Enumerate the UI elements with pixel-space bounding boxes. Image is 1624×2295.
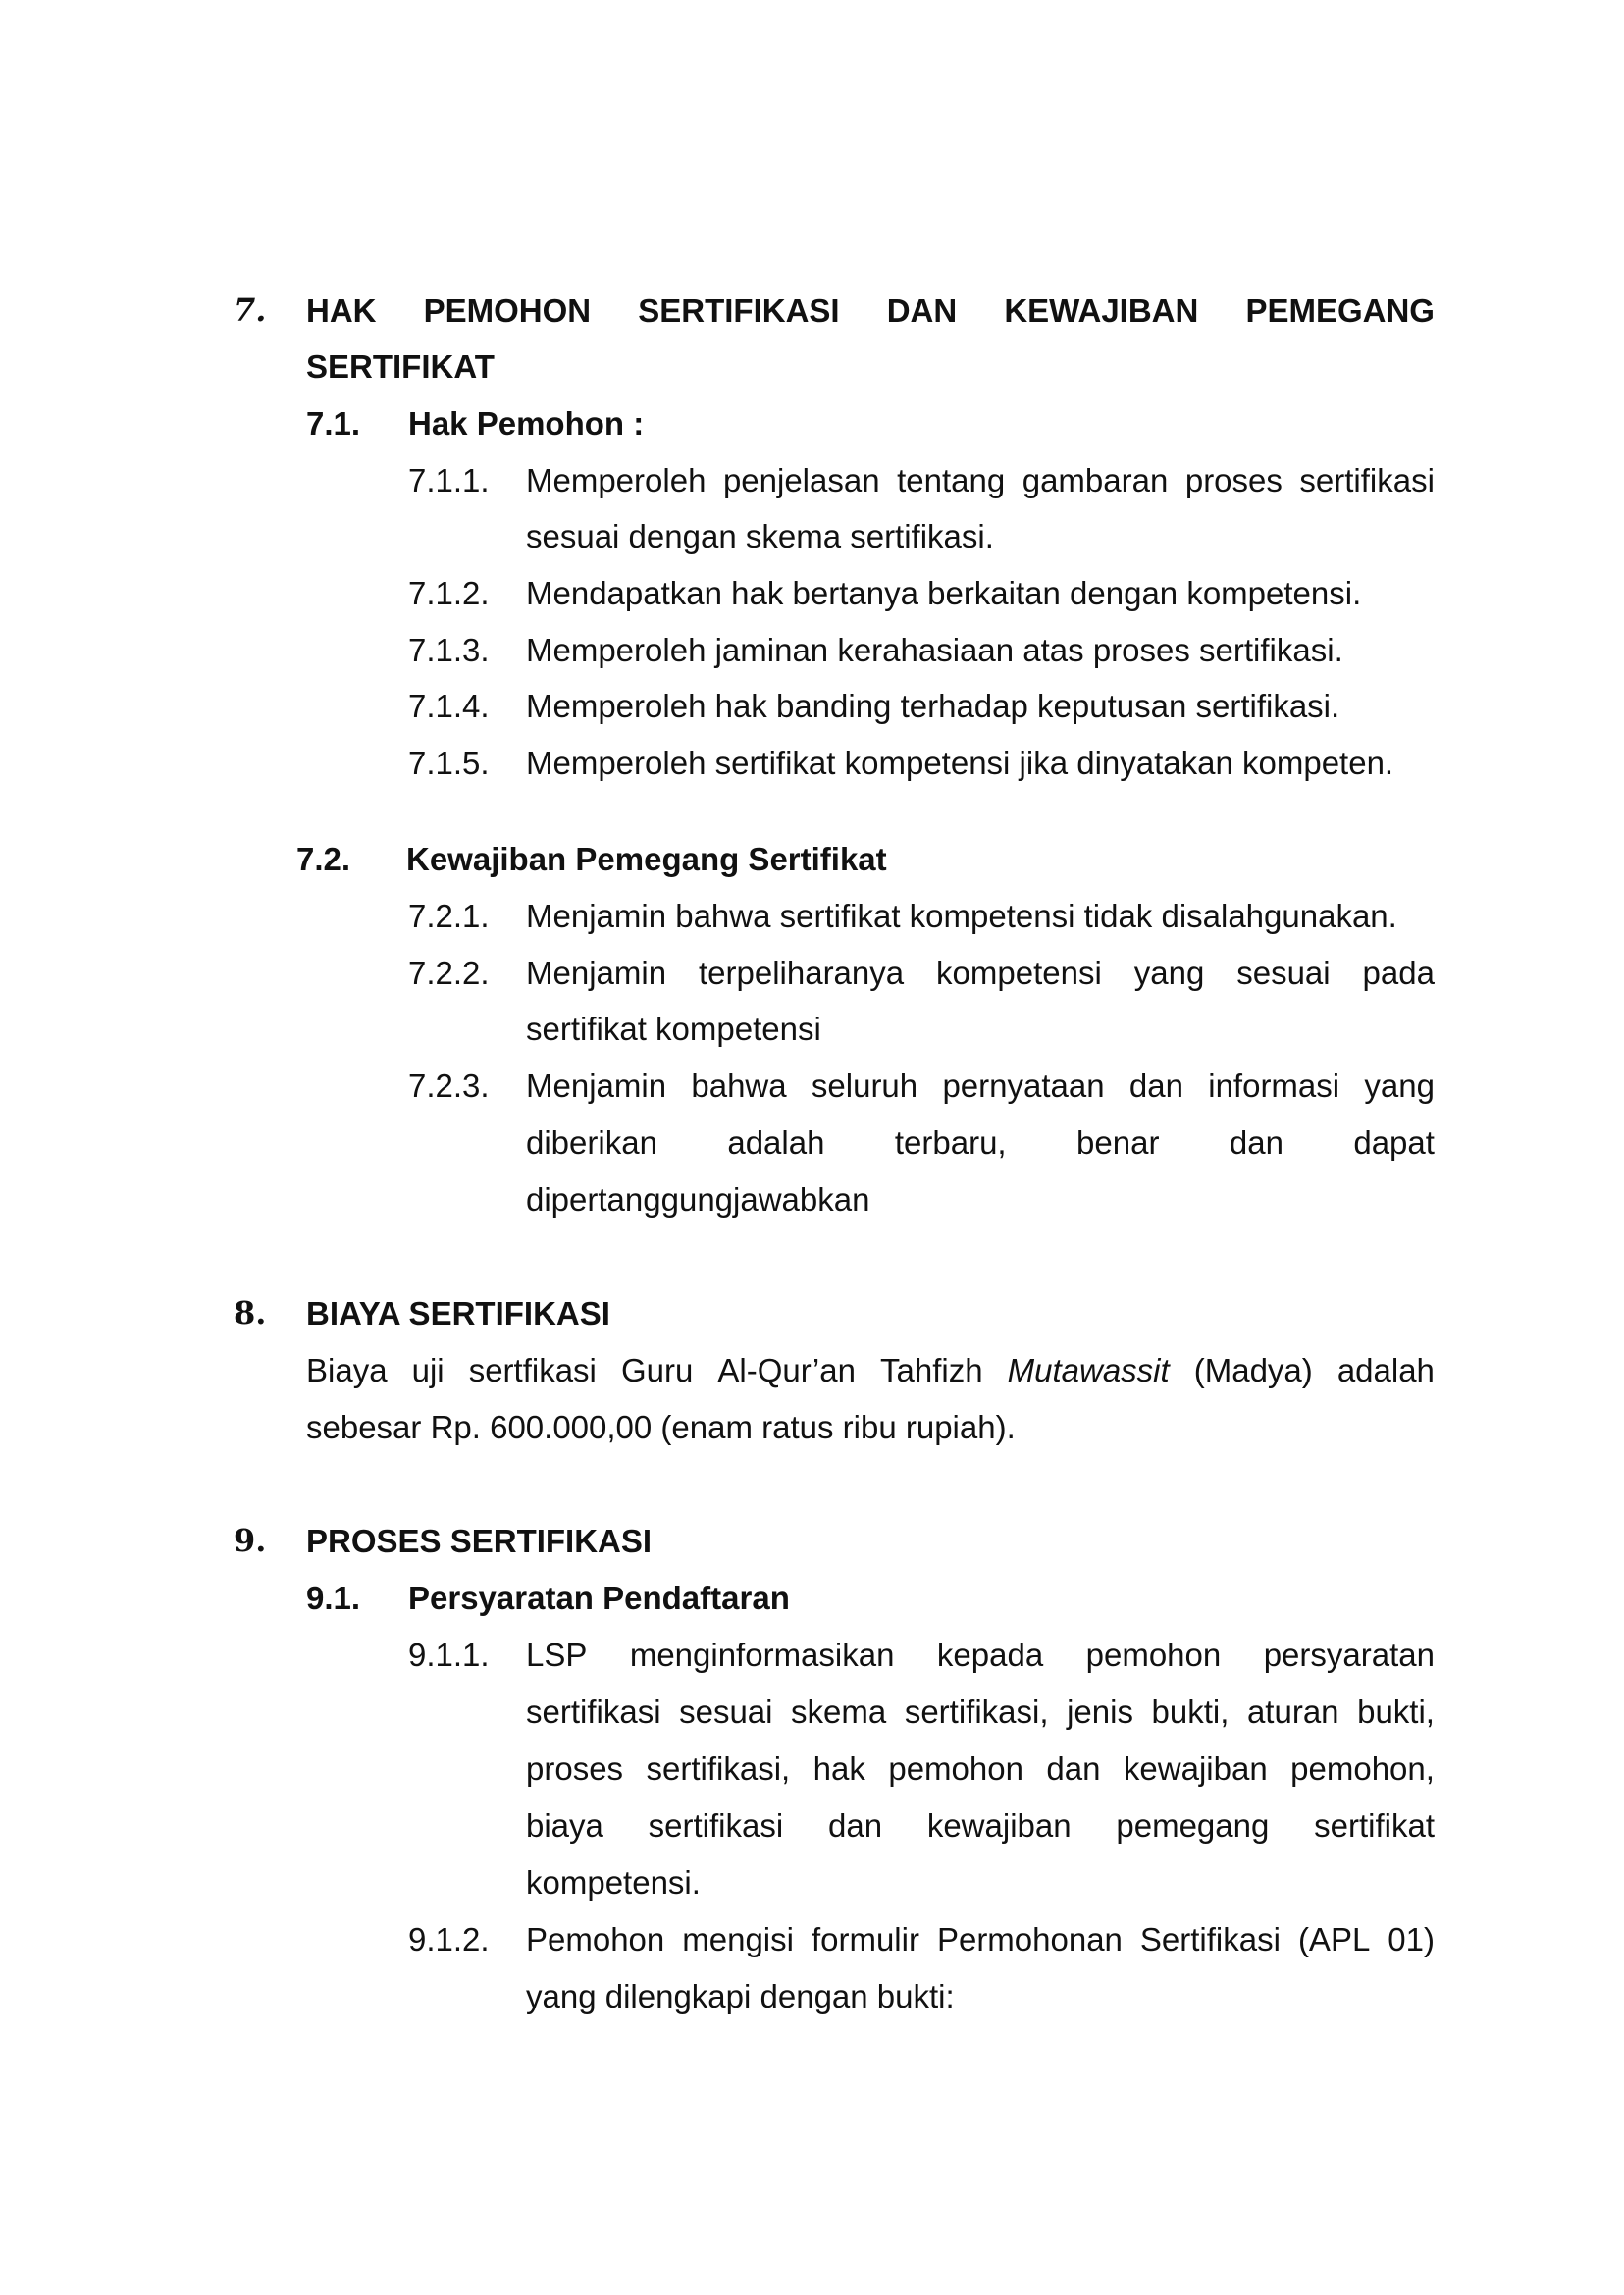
word: kepada <box>936 1637 1044 1673</box>
item-7-1-2-number: 7.1.2. <box>408 575 490 611</box>
item-7-1-2-text: Mendapatkan hak bertanya berkaitan dengan kompetensi. <box>526 575 1362 611</box>
title-word: PEMEGANG <box>1245 292 1435 329</box>
word: sertfikasi <box>468 1352 597 1388</box>
word: Pemohon <box>526 1921 665 1957</box>
word: 01) <box>1388 1921 1435 1957</box>
word: Sertifikasi <box>1139 1921 1281 1957</box>
word: bahwa <box>691 1068 787 1104</box>
title-word: SERTIFIKASI <box>638 292 840 329</box>
item-9-1-1-number: 9.1.1. <box>408 1637 490 1673</box>
section-8-title: BIAYA SERTIFIKASI <box>306 1295 610 1331</box>
item-7-2-1-text: Menjamin bahwa sertifikat kompetensi tidak disalahgunakan. <box>526 898 1397 934</box>
item-7-2-2-line2: sertifikat kompetensi <box>526 1011 821 1047</box>
word: yang <box>1133 955 1205 991</box>
subsection-7-1-number: 7.1. <box>306 405 361 442</box>
word: yang <box>1364 1068 1435 1104</box>
section-9-title: PROSES SERTIFIKASI <box>306 1523 653 1559</box>
item-9-1-1-line5: kompetensi. <box>526 1864 701 1901</box>
italic-term: Mutawassit <box>1007 1352 1170 1388</box>
item-7-2-3-number: 7.2.3. <box>408 1068 490 1104</box>
word: sertifikasi <box>526 1694 661 1730</box>
item-7-1-1-number: 7.1.1. <box>408 462 490 498</box>
item-7-2-2-line1 <box>526 957 1435 989</box>
word: Menjamin <box>526 955 667 991</box>
section-8-line2: sebesar Rp. 600.000,00 (enam ratus ribu rupiah). <box>306 1409 1016 1445</box>
word: mengisi <box>682 1921 794 1957</box>
item-7-2-3-line1 <box>526 1069 1435 1102</box>
word: dan <box>1046 1750 1101 1787</box>
item-7-2-1-number: 7.2.1. <box>408 898 490 934</box>
word: Biaya <box>306 1352 388 1388</box>
item-7-1-1-line1 <box>526 464 1435 496</box>
word: Guru <box>620 1352 694 1388</box>
title-word: KEWAJIBAN <box>1004 292 1199 329</box>
item-9-1-1-line1 <box>526 1639 1435 1671</box>
word: skema <box>791 1694 887 1730</box>
word: informasi <box>1208 1068 1340 1104</box>
item-7-1-5-number: 7.1.5. <box>408 745 490 781</box>
item-9-1-2-line1 <box>526 1923 1435 1956</box>
word: LSP <box>526 1637 588 1673</box>
section-9-number: 9. <box>234 1522 267 1559</box>
word: proses <box>1184 462 1283 498</box>
word: (APL <box>1297 1921 1371 1957</box>
item-7-1-3-text: Memperoleh jaminan kerahasiaan atas proses sertifikasi. <box>526 632 1343 668</box>
section-8-number: 8. <box>234 1294 267 1331</box>
word: sesuai <box>679 1694 773 1730</box>
word: kompetensi <box>936 955 1102 991</box>
word: (Madya) <box>1193 1352 1313 1388</box>
word: pemegang <box>1116 1807 1270 1844</box>
subsection-7-2-number: 7.2. <box>296 841 351 877</box>
word: dan <box>1229 1124 1283 1161</box>
word: Memperoleh <box>526 462 707 498</box>
word-italic <box>1008 1354 1170 1386</box>
word: kewajiban <box>926 1807 1072 1844</box>
word: uji <box>411 1352 445 1388</box>
item-7-2-3-line3: dipertanggungjawabkan <box>526 1181 870 1218</box>
word: adalah <box>1336 1352 1435 1388</box>
section-7-number: 7. <box>234 291 267 329</box>
word: tentang <box>897 462 1006 498</box>
word: terbaru, <box>894 1124 1007 1161</box>
word: Al-Qur’an <box>717 1352 856 1388</box>
word: pada <box>1362 955 1435 991</box>
title-word: PEMOHON <box>423 292 592 329</box>
title-word: HAK <box>306 292 377 329</box>
word: seluruh <box>811 1068 918 1104</box>
word: benar <box>1076 1124 1160 1161</box>
word: pemohon, <box>1290 1750 1435 1787</box>
subsection-9-1-title: Persyaratan Pendaftaran <box>408 1580 790 1616</box>
item-9-1-2-number: 9.1.2. <box>408 1921 490 1957</box>
word: bukti, <box>1151 1694 1230 1730</box>
word: sesuai <box>1236 955 1331 991</box>
item-7-2-3-line2 <box>526 1126 1435 1159</box>
item-7-2-2-number: 7.2.2. <box>408 955 490 991</box>
word: adalah <box>727 1124 825 1161</box>
word: menginformasikan <box>629 1637 895 1673</box>
word: pernyataan <box>942 1068 1105 1104</box>
word: gambaran <box>1022 462 1169 498</box>
word: proses <box>526 1750 624 1787</box>
word: sertifikasi, <box>904 1694 1049 1730</box>
item-9-1-1-line2 <box>526 1695 1435 1728</box>
subsection-7-2-title: Kewajiban Pemegang Sertifikat <box>406 841 887 877</box>
word: Permohonan <box>936 1921 1123 1957</box>
word: bukti, <box>1357 1694 1435 1730</box>
item-9-1-1-line4 <box>526 1809 1435 1842</box>
item-7-1-1-line2: sesuai dengan skema sertifikasi. <box>526 518 994 554</box>
word: pemohon <box>1085 1637 1222 1673</box>
item-7-1-5-text: Memperoleh sertifikat kompetensi jika dinyatakan kompeten. <box>526 745 1394 781</box>
item-9-1-1-line3 <box>526 1752 1435 1785</box>
word: dan <box>827 1807 883 1844</box>
section-8-line1 <box>306 1354 1435 1386</box>
word: terpeliharanya <box>698 955 905 991</box>
word: aturan <box>1246 1694 1339 1730</box>
word: persyaratan <box>1263 1637 1435 1673</box>
item-9-1-2-line2: yang dilengkapi dengan bukti: <box>526 1978 955 2014</box>
word: dan <box>1128 1068 1183 1104</box>
word: dapat <box>1353 1124 1435 1161</box>
word: sertifikasi <box>1299 462 1435 498</box>
word: formulir <box>811 1921 919 1957</box>
word: sertifikasi, <box>646 1750 791 1787</box>
word: Tahfizh <box>880 1352 983 1388</box>
item-7-1-4-text: Memperoleh hak banding terhadap keputusan sertifikasi. <box>526 688 1340 724</box>
word: Menjamin <box>526 1068 667 1104</box>
word: hak <box>812 1750 865 1787</box>
section-7-title <box>306 294 1435 327</box>
item-7-1-3-number: 7.1.3. <box>408 632 490 668</box>
subsection-7-1-title: Hak Pemohon : <box>408 405 645 442</box>
word: diberikan <box>526 1124 657 1161</box>
word: sertifikat <box>1314 1807 1435 1844</box>
item-7-1-4-number: 7.1.4. <box>408 688 490 724</box>
word: pemohon <box>888 1750 1023 1787</box>
word: sertifikasi <box>648 1807 784 1844</box>
word: kewajiban <box>1123 1750 1268 1787</box>
word: biaya <box>526 1807 603 1844</box>
section-7-title-line2: SERTIFIKAT <box>306 348 495 385</box>
subsection-9-1-number: 9.1. <box>306 1580 361 1616</box>
title-word: DAN <box>886 292 958 329</box>
word: penjelasan <box>722 462 880 498</box>
word: jenis <box>1067 1694 1133 1730</box>
